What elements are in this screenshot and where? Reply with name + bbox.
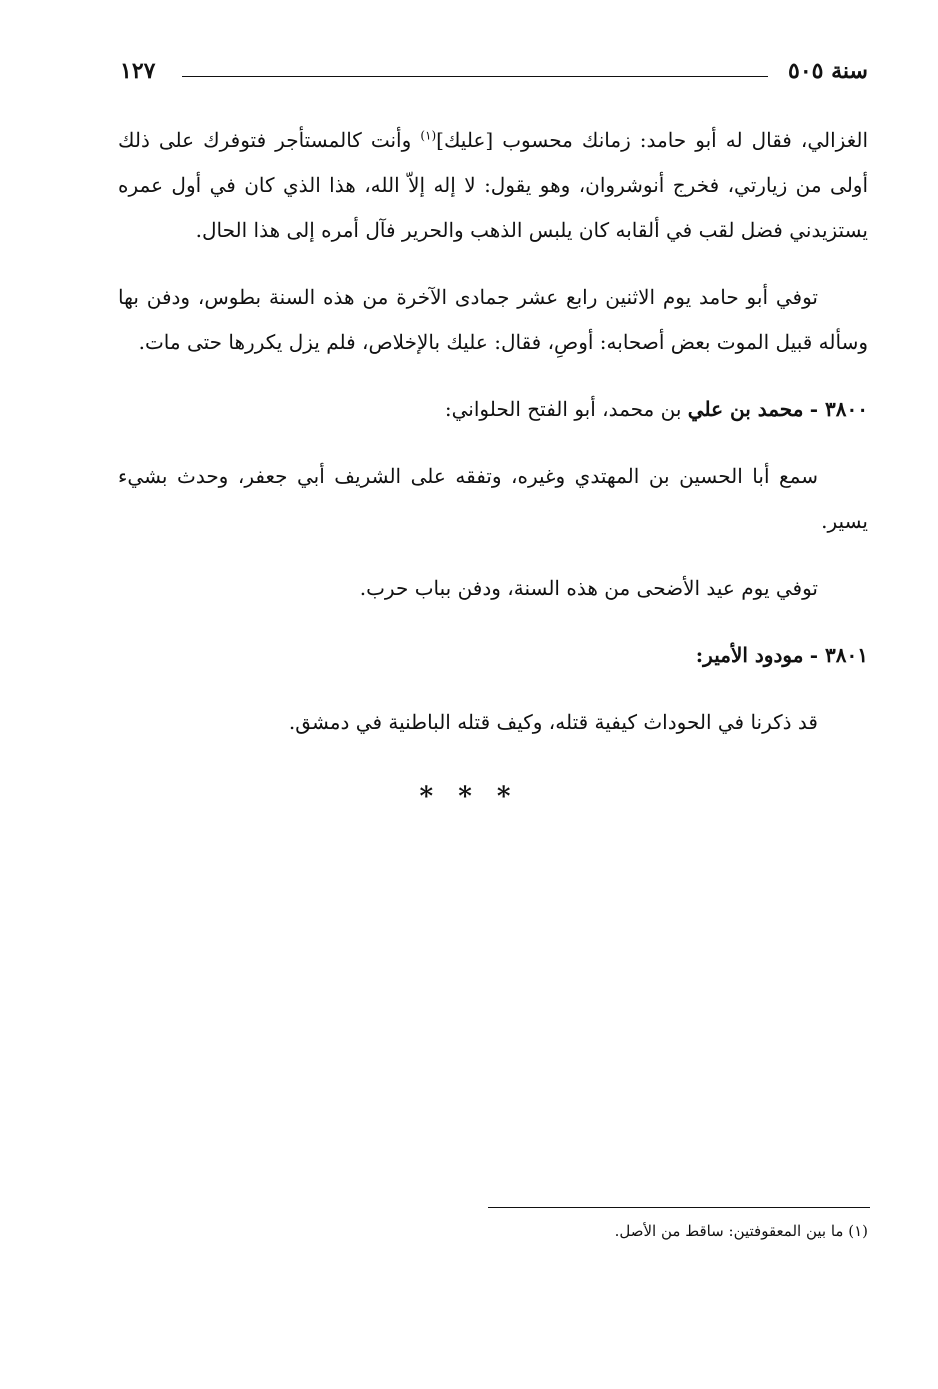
- footnote: (١) ما بين المعقوفتين: ساقط من الأصل.: [614, 1222, 868, 1240]
- header-rule: [182, 76, 768, 77]
- entry-heading: [118, 633, 868, 678]
- entry-number: ٣٨٠١ -: [809, 643, 868, 667]
- paragraph: قد ذكرنا في الحوداث كيفية قتله، وكيف قتله الباطنية في دمشق.: [288, 710, 818, 734]
- paragraph: توفي يوم عيد الأضحى من هذه السنة، ودفن بباب حرب.: [359, 576, 818, 600]
- paragraph: الغزالي، فقال له أبو حامد: زمانك محسوب [عليك]$^{(١)}$ وأنت كالمستأجر فتوفرك على ذلك أولى من زيارتي، فخرج أنوشروان، وهو يقول: لا إله إلاّ الله، هذا الذي كان في أول عمره يستزيدني فضل لقب في ألقابه كان يلبس الذهب والحرير فآل أمره إلى هذا الحال.: [118, 128, 869, 242]
- footnote-marker: (١): [420, 128, 437, 143]
- paragraph: توفي أبو حامد يوم الاثنين رابع عشر جمادى الآخرة من هذه السنة بطوس، ودفن بها وسأله قبيل الموت بعض أصحابه: أوصِ، فقال: عليك بالإخلاص، فلم يزل يكررها حتى مات.: [118, 285, 868, 354]
- entry-name: مودود الأمير:: [695, 643, 804, 667]
- page-header: [120, 52, 868, 92]
- running-head-year: سنة ٥٠٥: [788, 58, 868, 84]
- footnote-rule: [488, 1207, 870, 1208]
- paragraph: سمع أبا الحسين بن المهتدي وغيره، وتفقه على الشريف أبي جعفر، وحدث بشيء يسير.: [118, 464, 868, 533]
- main-text: [118, 118, 868, 767]
- entry-name: محمد بن علي: [687, 397, 804, 421]
- entry-heading-rest: بن محمد، أبو الفتح الحلواني:: [444, 397, 688, 421]
- section-separator: * * *: [419, 782, 519, 812]
- entry-number: ٣٨٠٠ -: [809, 397, 868, 421]
- entry-heading: [118, 387, 868, 432]
- page-number: ١٢٧: [120, 58, 156, 84]
